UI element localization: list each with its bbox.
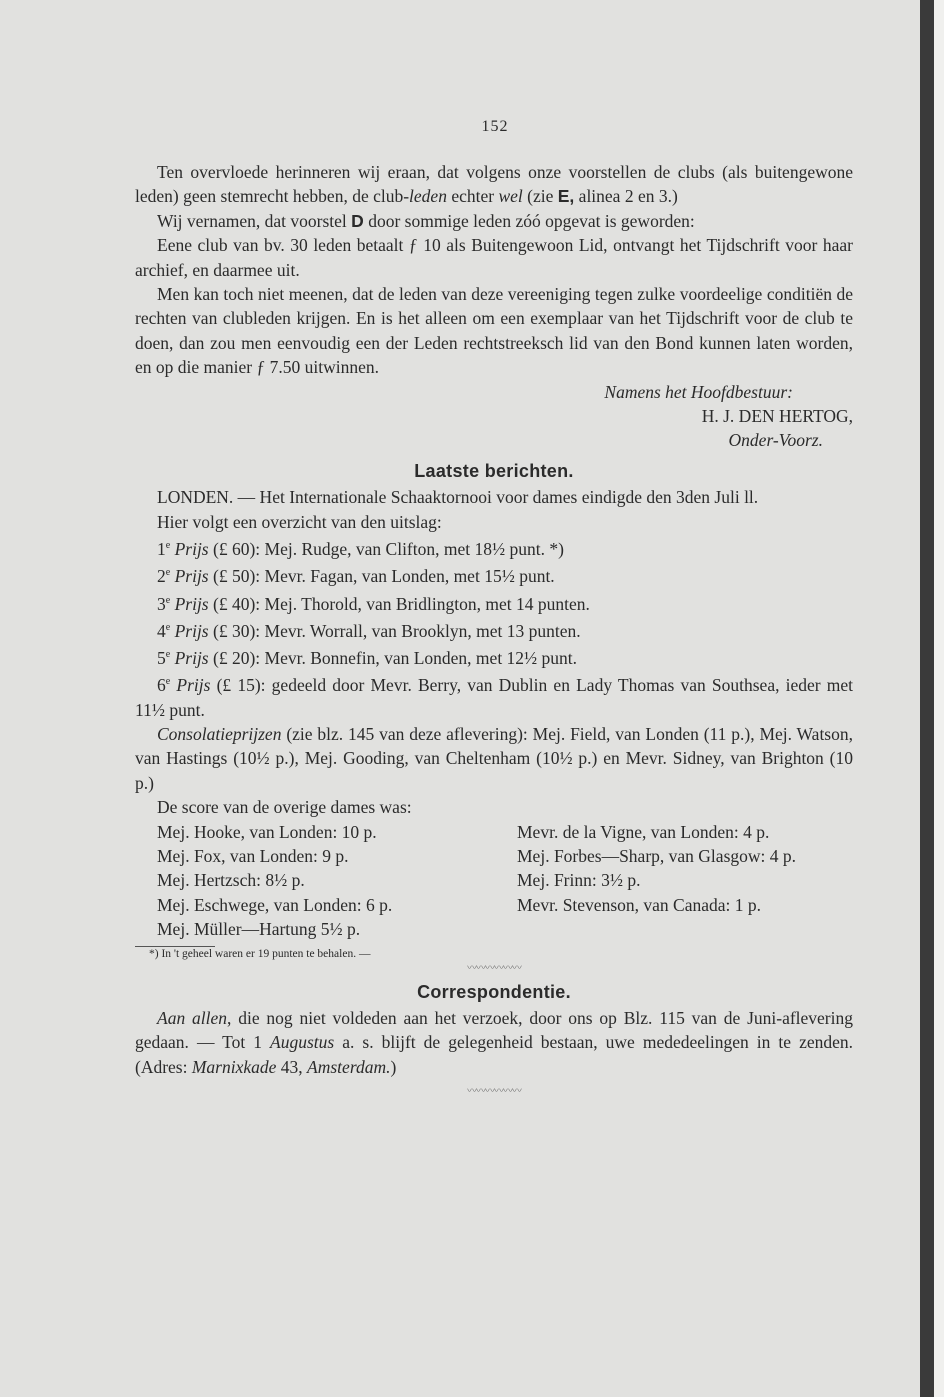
prize-row [135,616,853,643]
prize-number: 6 [157,675,166,696]
news-paragraph-2: Hier volgt een overzicht van den uitslag: [157,511,442,532]
text: alinea 2 en 3.) [574,186,678,207]
prize-sup: e [165,540,171,552]
page-number: 152 [481,118,509,135]
prize-label: Prijs [176,675,211,696]
consolation-text: (zie blz. 145 van deze aflevering): Mej. Field, van Londen (11 p.), Mej. Watson, van Hastings (10½ p.), Mej. Gooding, van Cheltenham (10½ p.) en Mevr. Sidney, van Brighton (10 p.) [135,723,853,793]
section-title-laatste-berichten: Laatste berichten. [414,460,574,481]
signature-line-2: H. J. DEN HERTOG, [701,406,853,427]
intro-paragraph-4: Men kan toch niet meenen, dat de leden van deze vereeniging tegen zulke voordeelige conditiën de rechten van clubleden krijgen. En is het alleen om een exemplaar van het Tijdschrift voor de club te doen, dan zou men eenvoudig een der Leden rechtstreeksch lid van den Bond kunnen laten worden, en op die manier ƒ 7.50 uitwinnen. [135,284,853,378]
prize-row [135,643,853,670]
score-intro: De score van de overige dames was: [157,797,412,818]
signature-line-3: Onder-Voorz. [728,430,823,451]
correspondence-paragraph [135,1006,853,1079]
bold-ref: D [351,210,364,231]
prize-sup: e [165,676,171,688]
bold-ref: E, [557,186,575,207]
prize-sup: e [165,621,171,633]
prize-sup: e [165,594,171,606]
prize-label: Prijs [174,538,209,559]
prize-text: (£ 30): Mevr. Worrall, van Brooklyn, met 13 punten. [208,620,581,641]
score-entry: Mej. Fox, van Londen: 9 p. [157,845,349,866]
ornament-divider: 〰〰〰〰〰〰 [467,962,521,974]
score-entry: Mej. Hooke, van Londen: 10 p. [157,821,377,842]
score-entry: Mevr. Stevenson, van Canada: 1 p. [517,894,761,915]
score-grid [135,820,853,942]
prize-label: Prijs [174,566,209,587]
intro-paragraph-2 [135,209,853,233]
page-content [135,160,853,1099]
score-entry: Mej. Forbes—Sharp, van Glasgow: 4 p. [517,845,797,866]
intro-paragraph-3: Eene club van bv. 30 leden betaalt ƒ 10 als Buitengewoon Lid, ontvangt het Tijdschrift voor haar archief, en daarmee uit. [135,235,853,280]
next-page-strip [934,0,944,1397]
text: (zie [522,186,558,207]
prize-number: 1 [157,538,166,559]
ornament-divider-end: 〰〰〰〰〰〰 [467,1086,521,1098]
score-entry: Mej. Hertzsch: 8½ p. [157,870,305,891]
score-entry: Mevr. de la Vigne, van Londen: 4 p. [517,821,770,842]
emphasis: Amsterdam. [307,1056,391,1077]
prize-row [135,534,853,561]
prize-sup: e [165,649,171,661]
signature-line-1: Namens het Hoofdbestuur: [604,381,793,402]
text: ) [390,1056,397,1077]
text: door sommige leden zóó opgevat is geworden: [363,210,695,231]
consolation-paragraph [135,722,853,795]
emphasis: wel [498,186,523,207]
prize-sup: e [165,567,171,579]
emphasis: Aan allen [157,1007,228,1028]
prize-row [135,561,853,588]
news-paragraph-1: LONDEN. — Het Internationale Schaaktornooi voor dames eindigde den 3den Juli ll. [157,487,759,508]
prize-text: (£ 50): Mevr. Fagan, van Londen, met 15½ punt. [208,566,555,587]
prize-label: Prijs [174,620,209,641]
prize-text: (£ 40): Mej. Thorold, van Bridlington, met 14 punten. [208,593,590,614]
section-title-correspondentie: Correspondentie. [417,981,571,1002]
prize-number: 2 [157,566,166,587]
prize-row [135,589,853,616]
text: , die nog niet voldeden aan het verzoek, door ons op Blz. 115 van de Juni-aflevering gedaan. — Tot 1 [135,1007,853,1053]
scores-left-column [135,820,517,942]
emphasis: Marnixkade [191,1056,277,1077]
prize-6 [135,670,853,722]
prize-number: 5 [157,647,166,668]
text: Wij vernamen, dat voorstel [157,210,352,231]
prize-text: (£ 60): Mej. Rudge, van Clifton, met 18½ punt. *) [208,538,564,559]
consolation-label: Consolatieprijzen [157,723,282,744]
prize-number: 3 [157,593,166,614]
footnote: *) In 't geheel waren er 19 punten te behalen. — [149,947,371,960]
score-entry: Mej. Frinn: 3½ p. [517,870,641,891]
prize-list [135,534,853,670]
text: echter [446,186,499,207]
prize-text: (£ 20): Mevr. Bonnefin, van Londen, met 12½ punt. [208,647,578,668]
emphasis: Augustus [270,1032,335,1053]
text: 43, [276,1056,308,1077]
scores-right-column [517,820,853,942]
score-entry: Mej. Müller—Hartung 5½ p. [157,919,361,940]
prize-number: 4 [157,620,166,641]
emphasis: leden [409,186,447,207]
prize-label: Prijs [174,593,209,614]
prize-text: (£ 15): gedeeld door Mevr. Berry, van Dublin en Lady Thomas van Southsea, ieder met 11½ punt. [135,675,854,720]
text: a. s. blijft de gelegenheid bestaan, uwe mededeelingen in te zenden. (Adres: [135,1032,853,1077]
text: Ten overvloede herinneren wij eraan, dat volgens onze voorstellen de clubs (als buitengewone leden) geen stemrecht hebben, de club- [135,162,853,207]
score-entry: Mej. Eschwege, van Londen: 6 p. [157,894,393,915]
intro-paragraph-1 [135,160,853,209]
prize-label: Prijs [174,647,209,668]
